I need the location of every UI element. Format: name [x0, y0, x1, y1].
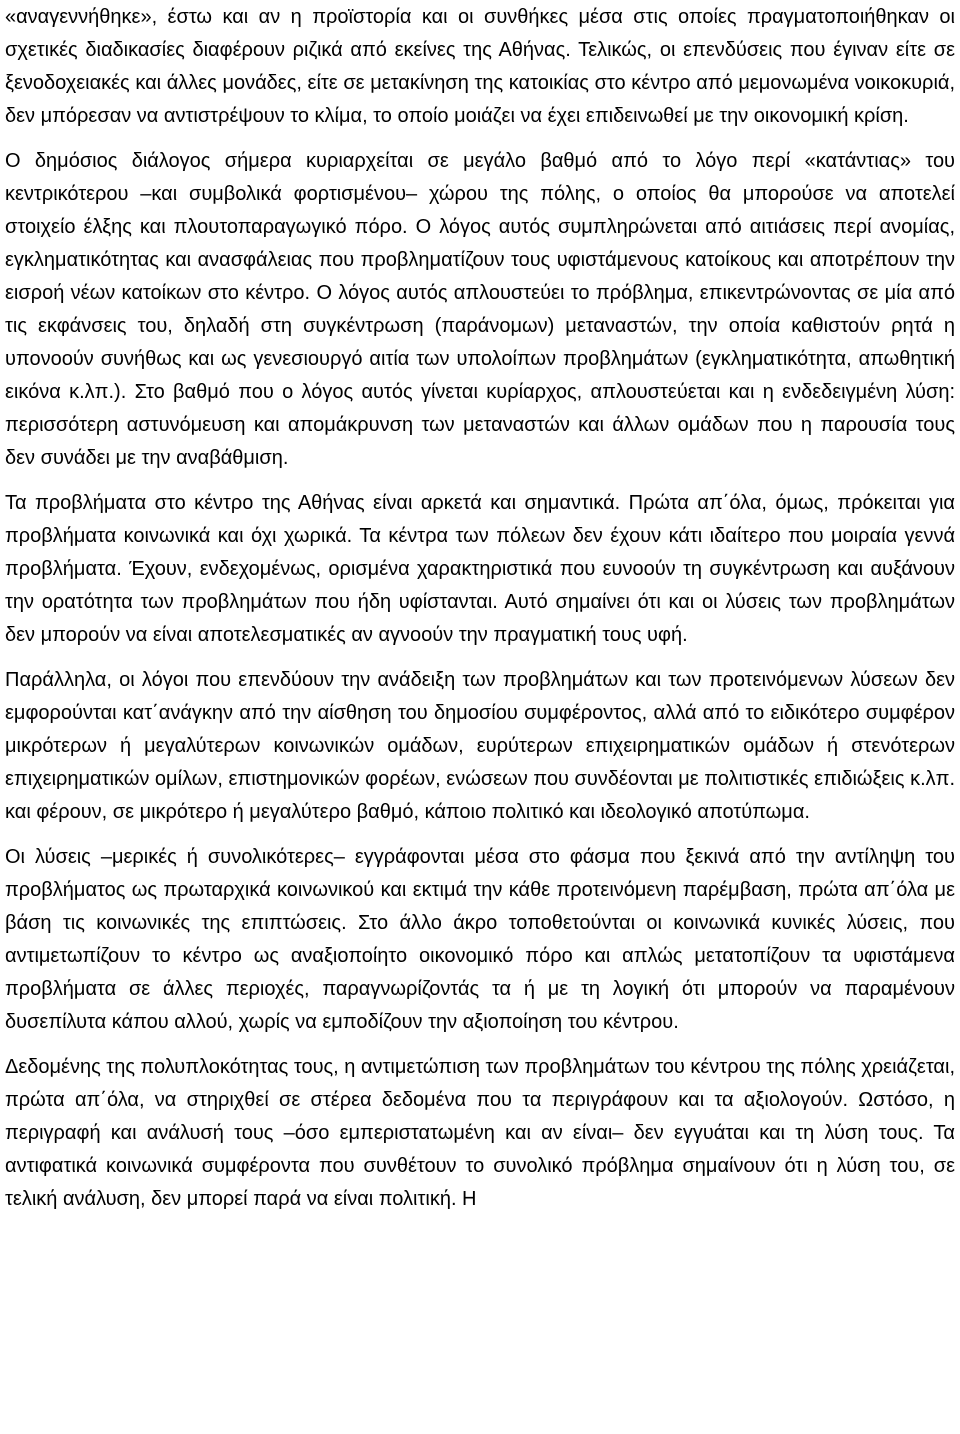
paragraph-1: «αναγεννήθηκε», έστω και αν η προϊστορία και οι συνθήκες μέσα στις οποίες πραγματοποιήθηκαν οι σχετικές διαδικασίες διαφέρουν ριζικά από εκείνες της Αθήνας. Τελικώς, οι επενδύσεις που έγιναν είτε σε ξενοδοχειακές και άλλες μονάδες, είτε σε μετακίνηση της κατοικίας στο κέντρο από μεμονωμένα νοικοκυριά, δεν μπόρεσαν να αντιστρέψουν το κλίμα, το οποίο μοιάζει να έχει επιδεινωθεί με την οικονομική κρίση.: [5, 6, 955, 127]
paragraph-4: Παράλληλα, οι λόγοι που επενδύουν την ανάδειξη των προβλημάτων και των προτεινόμενων λύσεων δεν εμφορούνται κατ΄ανάγκην από την αίσθηση του δημοσίου συμφέροντος, αλλά από το ειδικότερο συμφέρον μικρότερων ή μεγαλύτερων κοινωνικών ομάδων, ευρύτερων επιχειρηματικών ομάδων ή στενότερων επιχειρηματικών ομίλων, επιστημονικών φορέων, ενώσεων που συνδέονται με πολιτιστικές επιδιώξεις κ.λπ. και φέρουν, σε μικρότερο ή μεγαλύτερο βαθμό, κάποιο πολιτικό και ιδεολογικό αποτύπωμα.: [5, 669, 955, 823]
paragraph-5: Οι λύσεις –μερικές ή συνολικότερες– εγγράφονται μέσα στο φάσμα που ξεκινά από την αντίληψη του προβλήματος ως πρωταρχικά κοινωνικού και εκτιμά την κάθε προτεινόμενη παρέμβαση, πρώτα απ΄όλα με βάση τις κοινωνικές της επιπτώσεις. Στο άλλο άκρο τοποθετούνται οι κοινωνικά κυνικές λύσεις, που αντιμετωπίζουν το κέντρο ως αναξιοποίητο οικονομικό πόρο και απλώς μετατοπίζουν τα υφιστάμενα προβλήματα σε άλλες περιοχές, παραγνωρίζοντάς τα ή με τη λογική ότι μπορούν να παραμένουν δυσεπίλυτα κάπου αλλού, χωρίς να εμποδίζουν την αξιοποίηση του κέντρου.: [5, 846, 955, 1033]
paragraph-3: Τα προβλήματα στο κέντρο της Αθήνας είναι αρκετά και σημαντικά. Πρώτα απ΄όλα, όμως, πρόκειται για προβλήματα κοινωνικά και όχι χωρικά. Τα κέντρα των πόλεων δεν έχουν κάτι ιδαίτερο που μοιραία γεννά προβλήματα. Έχουν, ενδεχομένως, ορισμένα χαρακτηριστικά που ευνοούν τη συγκέντρωση και αυξάνουν την ορατότητα των προβλημάτων που ήδη υφίστανται. Αυτό σημαίνει ότι και οι λύσεις των προβλημάτων δεν μπορούν να είναι αποτελεσματικές αν αγνοούν την πραγματική τους υφή.: [5, 492, 955, 646]
document-page: [5, 0, 955, 1228]
paragraph-2: Ο δημόσιος διάλογος σήμερα κυριαρχείται σε μεγάλο βαθμό από το λόγο περί «κατάντιας» του κεντρικότερου –και συμβολικά φορτισμένου– χώρου της πόλης, ο οποίος θα μπορούσε να αποτελεί στοιχείο έλξης και πλουτοπαραγωγικό πόρο. Ο λόγος αυτός συμπληρώνεται από αιτιάσεις περί ανομίας, εγκληματικότητας και ανασφάλειας που προβληματίζουν τους υφιστάμενους κατοίκους και αποτρέπουν την εισροή νέων κατοίκων στο κέντρο. Ο λόγος αυτός απλουστεύει το πρόβλημα, επικεντρώνοντας σε μία από τις εκφάνσεις του, δηλαδή στη συγκέντρωση (παράνομων) μεταναστών, την οποία καθιστούν ρητά η υπονοούν συνήθως και ως γενεσιουργό αιτία των υπολοίπων προβλημάτων (εγκληματικότητα, απωθητική εικόνα κ.λπ.). Στο βαθμό που ο λόγος αυτός γίνεται κυρίαρχος, απλουστεύεται και η ενδεδειγμένη λύση: περισσότερη αστυνόμευση και απομάκρυνση των μεταναστών και άλλων ομάδων που η παρουσία τους δεν συνάδει με την αναβάθμιση.: [5, 150, 955, 469]
paragraph-6: Δεδομένης της πολυπλοκότητας τους, η αντιμετώπιση των προβλημάτων του κέντρου της πόλης χρειάζεται, πρώτα απ΄όλα, να στηριχθεί σε στέρεα δεδομένα που τα περιγράφουν και τα αξιολογούν. Ωστόσο, η περιγραφή και ανάλυσή τους –όσο εμπεριστατωμένη και αν είναι– δεν εγγυάται και τη λύση τους. Τα αντιφατικά κοινωνικά συμφέροντα που συνθέτουν το συνολικό πρόβλημα σημαίνουν ότι η λύση του, σε τελική ανάλυση, δεν μπορεί παρά να είναι πολιτική. Η: [5, 1056, 955, 1210]
